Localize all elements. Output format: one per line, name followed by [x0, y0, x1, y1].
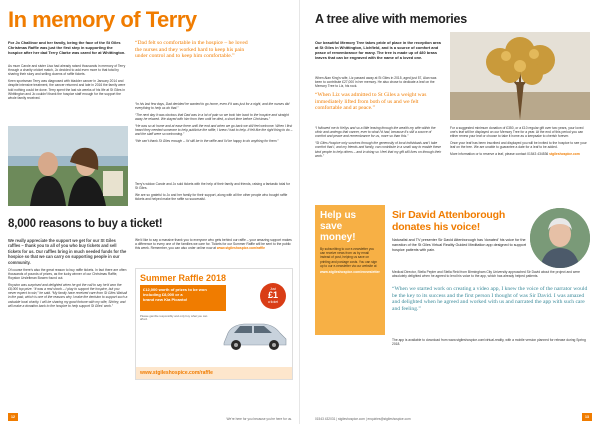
raffle-column-2 — [135, 238, 293, 251]
body-column-2 — [135, 102, 293, 146]
tree-body: When Alan King's wife, Liz passed away at St Giles in 2015, aged just 57, Alan was keen to contribute £27,000 in her memory. He also chose to dedicate a leaf on the Memory Tree to Liz, his rock. — [315, 76, 437, 89]
paragraph: We'd like to say a massive thank you to everyone who gets behind our raffle – your amazing support makes a difference to every one of the families we care for. Tickets for our Summer Raffle will be sent to the public this week. Remember, you can also order online now at — [135, 238, 292, 251]
raffle-column-1 — [8, 238, 128, 311]
paragraph: Once your leaf has been inscribed and displayed you will be invited to the hospice to see your leaf on the tree. We are unable to guarantee a date for a leaf to be added. — [450, 141, 587, 150]
contact-text: More information or to reserve a leaf, please contact 01543 434536 — [450, 152, 549, 157]
page-number: 12 — [8, 413, 18, 421]
paragraph: “The next day it was obvious that Dad was in a lot of pain so we took him back to the hospice and straight away he relaxed. We stayed with him from then until he died, a short time before Christmas.” — [135, 113, 289, 122]
memory-tree-image — [450, 32, 590, 120]
contact-link[interactable]: stgileshospice.com — [549, 152, 580, 157]
car-image — [218, 315, 290, 355]
attenborough-footer: The app is available to download from www.stgileshospice.com/virtual-reality, with a mobile version planned for release during Spring 2018. — [392, 338, 586, 347]
paragraph: Royston was surprised and delighted when he got the call to say he'd won the £8,000 top prize. “It was a real shock – I play to support the hospice, but you never expect to win,” he said. “My family have received care from St Giles Walsall in the past, which is one of the reasons why I make the decision to support such a valuable local charity. I will be sharing my good fortune with my wife, Shirley, and will make a donation back to the hospice to help support St Giles' work.” — [8, 282, 128, 308]
help-save-box — [315, 205, 385, 335]
attenborough-photo — [530, 208, 590, 268]
enewsletter-link[interactable]: www.stgileshospice.com/enewsletter — [320, 270, 380, 275]
prize-line: £12,000 worth of prizes to be won — [143, 287, 207, 292]
paragraph: We really appreciate the support we get for our St Giles raffles – thank you to all of you who buy tickets and sell tickets for us. Our raffles bring in much needed funds for the hospice so that we can carry on supporting people in our community. — [8, 238, 127, 265]
paragraph — [450, 152, 590, 156]
price-prefix: Just — [270, 287, 276, 291]
raffle-link[interactable]: www.stgileshospice.com/raffle — [216, 246, 265, 251]
paragraph: As mum Carole and sister Lisa had already raised thousands in memory of Terry through a charity cricket match, Jo decided to add even more to that total by sharing their story and selling dozens of raffle tickets. — [8, 64, 126, 77]
paragraph: “I followed me to Kellys and so a little leaving through the wealth my wife within the clinic and undergo that cancer, ever to what I'd had, because it's still a source of comfort and peace and remembrance for us, more so than this.” — [315, 126, 436, 139]
paragraph: “We can't thank St Giles enough – I'd still be in the raffle and I'd be happy to do anything for them.” — [135, 139, 279, 144]
attenborough-body: Medical Director, Stella Pepler and Stella Reid from Birmingham City University approached Sir David about the project and were absolutely delighted when he agreed to lend his voice to the app, which has already helped patients. — [392, 270, 581, 279]
paragraph: For a suggested minimum donation of £350, or a £10 regular gift over two years, your loved one's leaf will be displayed on our Memory Tree for a year. At the end of this period you can either renew your leaf or choose to take it home as a keepsake to cherish forever. — [450, 126, 584, 139]
right-page — [300, 0, 600, 424]
body-column-3 — [135, 182, 293, 204]
help-title-1: Help us — [320, 210, 357, 221]
tree-title: A tree alive with memories — [315, 12, 468, 26]
pull-quote: “Dad felt so comfortable in the hospice – he loved the nurses and they worked hard to keep his pain under control and to keep him comfortable.” — [135, 40, 248, 60]
paragraph: Terry's widow Carole and Jo sold tickets with the help of their family and friends, raising a fantastic total for St Giles. — [135, 182, 290, 191]
price-suffix: a ticket — [267, 300, 279, 304]
paragraph: Of course there's also the great reason to buy raffle tickets. In fact there are often thousands of pounds of prizes, as the lucky winner of our Christmas Raffle, Royston Ursleltman Bowen found out. — [8, 267, 127, 281]
page-title: In memory of Terry — [8, 7, 197, 32]
gamble-note: Please gamble responsibly and only buy what you can afford. — [140, 314, 208, 322]
page-number: 13 — [582, 413, 592, 421]
paragraph: “In his last few days, Dad decided he wanted to go home, even if it was just for a night, and the nurses did everything to help us do that.” — [135, 102, 290, 111]
tree-pull-quote: “When Liz was admitted to St Giles a weight was immediately lifted from both of us and we felt comfortable and at peace.” — [315, 92, 427, 112]
attenborough-image — [530, 208, 590, 268]
memory-tree-photo — [450, 32, 590, 120]
terry-photo-image — [8, 126, 128, 206]
help-title-2: save money! — [320, 221, 356, 243]
prize-line: including £8,000 or a — [143, 292, 183, 297]
price-value: £1 — [267, 290, 278, 300]
footer-text: 01543 432031 | stgileshospice.com | enquiries@stgileshospice.com — [315, 417, 411, 421]
tree-column-2 — [450, 126, 590, 159]
tree-intro: Our beautiful Memory Tree takes pride of place in the reception area at St Giles in Whittington, Lichfield, and is a source of comfort and peace of remembrance for many. The tree is made up of 480 brass leaves that can be engraved with the name of a loved one. — [315, 40, 441, 60]
paragraph: We are so grateful to Jo and her family for their support, along with all the other people who bought raffle tickets and helped make the raffle so successful. — [135, 193, 288, 202]
raffle-advert[interactable] — [135, 268, 293, 380]
raffle-prize-box — [140, 285, 226, 311]
paragraph: “St Giles Hospice only survives through the generosity of local individuals and I take comfort that I, and my friends and family, can contribute in a small way to enable these kind people to help others – and in doing so I feel that my gift still lives on through their work.” — [315, 141, 442, 158]
prize-line: brand new Kia Picanto! — [143, 297, 188, 302]
paragraph: Keen sportsman Terry was diagnosed with bladder cancer in January 2014 and despite intensive treatment, the cancer returned and late in 2016 the family were told nothing could be done. Terry spent the last six weeks of his life at St Giles in Whittington and Jo couldn't thank the hospice staff enough for the support the whole family received. — [8, 79, 126, 101]
tree-quotes — [315, 126, 443, 161]
attenborough-title: Sir David Attenborough donates his voice! — [392, 209, 506, 233]
attenborough-intro: Naturalist and TV presenter Sir David Attenborough has 'donated' his voice for the narration of the St Giles Virtual Reality Guided Meditation app designed to support hospice patients with pain. — [392, 238, 526, 252]
paragraph: “He was so at home and at ease there until the end and when we go back we still feel welcome. When I first heard they needed someone to help publicise the raffle, I knew I had to help. It felt like the right thing to do – and the staff were so welcoming.” — [135, 124, 293, 137]
help-body: By subscribing to our e-newsletter you can receive news from us by email instead of post, helping us save on printing and postage costs. You can sign up to our e-newsletter via our website at — [320, 247, 378, 268]
intro-text: For Jo Challinor and her family, being the face of the St Giles Christmas Raffle was just the first step in supporting the hospice after her dad Terry Clarke was cared for at Whittington. — [8, 40, 126, 55]
terry-photo — [8, 126, 128, 206]
raffle-advert-title: Summer Raffle 2018 — [140, 273, 227, 283]
attenborough-pull-quote: “When we started work on creating a video app, I knew the voice of the narrator would be the key to its success and the first person I thought of was Sir David. I was amazed and delighted when he agreed and worked with us and narrated the app with such care and feeling.” — [392, 286, 588, 312]
footer-text: We're here for you because you're here for us. — [226, 417, 292, 421]
section-title-raffle: 8,000 reasons to buy a ticket! — [8, 218, 163, 230]
body-column-1 — [8, 64, 128, 103]
raffle-url[interactable]: www.stgileshospice.com/raffle — [136, 367, 292, 379]
price-badge — [260, 283, 286, 309]
